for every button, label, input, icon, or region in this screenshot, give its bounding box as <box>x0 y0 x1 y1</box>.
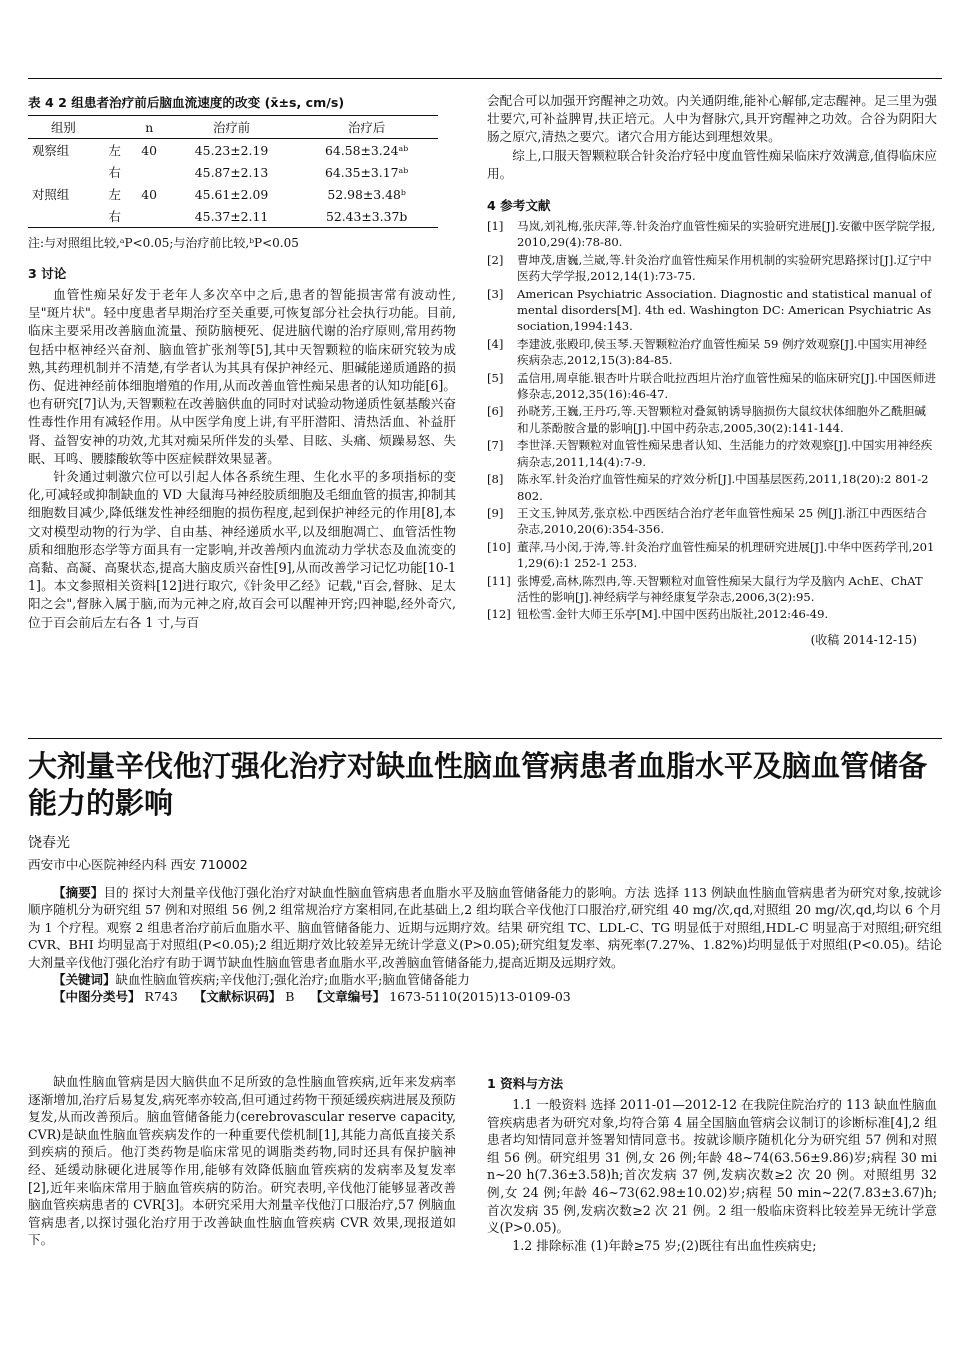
reference-item: [12] 钮松雪.金针大师王乐亭[M].中国中医药出版社,2012:46-49. <box>487 607 829 622</box>
reference-item: [1] 马岚,刘礼梅,张庆萍,等.针灸治疗血管性痴呆的实验研究进展[J].安徽中医学院学报,2010,29(4):78-80. <box>487 219 936 250</box>
classification-line <box>28 988 942 1005</box>
article-divider <box>28 738 942 739</box>
intro-paragraph: 缺血性脑血管病是因大脑供血不足所致的急性脑血管疾病,近年来发病率逐渐增加,治疗后易复发,病死率亦较高,但可通过药物干预延缓疾病进展及预防复发,从而改善预后。脑血管储备能力(cerebrovascular reserve capacity, CVR)是缺血性脑血管疾病发作的一种重要代偿机制[1],其能力高低直接关系到疾病的预后。他汀类药物是临床常见的调脂类药物,同时还具有保护脑神经、延缓动脉硬化进展等作用,能够有效降低脑血管疾病的发病率及复发率[2],近年来临床常用于脑血管疾病的防治。研究表明,辛伐他汀能够显著改善脑血管疾病患者的 CVR[3]。本研究采用大剂量辛伐他汀口服治疗,57 例脑血管病患者,以探讨强化治疗用于改善缺血性脑血管疾病 CVR 效果,现报道如下。 <box>28 1074 456 1248</box>
abstract-paragraph <box>28 884 942 971</box>
table-row <box>28 139 438 162</box>
table-cell <box>28 161 99 183</box>
table-cell: 左 <box>108 187 121 202</box>
abstract-text: 目的 探讨大剂量辛伐他汀强化治疗对缺血性脑血管病患者血脂水平及脑血管储备能力的影响。方法 选择 113 例缺血性脑血管病患者为研究对象,按就诊顺序随机分为研究组 57 例和对照组 56 例,2 组常规治疗方案相同,在此基础上,2 组均联合辛伐他汀口服治疗,研究组 40 mg/次,qd,对照组 20 mg/次,qd,均以 6 个月为 1 个疗程。观察 2 组患者治疗前后血脂水平、脑血管储备能力、近期与远期疗效。结果 研究组 TC、LDL-C、TG 明显低于对照组,HDL-C 明显高于对照组;研究组 CVR、BHI 均明显高于对照组(P<0.05);2 组近期疗效比较差异无统计学意义(P>0.05);研究组复发率、病死率(7.27%、1.82%)均明显低于对照组(P<0.05)。结论 大剂量辛伐他汀强化治疗有助于调节缺血性脑血管患者血脂水平,改善脑血管储备能力,提高近期及远期疗效。 <box>28 885 942 970</box>
clc-value: R743 <box>144 989 178 1005</box>
table-cell <box>131 161 168 183</box>
author-affiliation: 西安市中心医院神经内科 西安 710002 <box>28 857 248 872</box>
keywords-label: 【关键词】 <box>53 972 116 988</box>
table-header-cell <box>99 116 131 139</box>
table-row <box>28 183 438 205</box>
table-header-cell: 组别 <box>28 116 99 139</box>
table-cell: 左 <box>108 143 121 158</box>
table-cell <box>131 205 168 228</box>
general-data-paragraph: 1.1 一般资料 选择 2011-01—2012-12 在我院住院治疗的 113 缺血性脑血管疾病患者为研究对象,均符合第 4 届全国脑血管病会议制订的诊断标准[4],2 组患者均知情同意并签署知情同意书。按就诊顺序随机化分为研究组 57 例和对照组 56 例。研究组男 31 例,女 26 例;年龄 48~74(63.56±9.86)岁;病程 30 min~20 h(7.36±3.58)h;首次发病 37 例,发病次数≥2 次 20 例。对照组男 32 例,女 24 例;年龄 46~73(62.98±10.02)岁;病程 50 min~22(7.83±3.67)h;首次发病 35 例,发病次数≥2 次 21 例。2 组一般临床资料比较差异无统计学意义(P>0.05)。 <box>487 1097 937 1236</box>
table-cell: 52.98±3.48ᵇ <box>327 186 406 202</box>
table-header-cell: 治疗后 <box>295 116 438 139</box>
table-cell: 45.61±2.09 <box>194 186 269 202</box>
discussion-paragraph: 会配合可以加强开窍醒神之功效。内关通阴维,能补心解郁,定志醒神。足三里为强壮要穴,可补益脾胃,扶正培元。人中为督脉穴,具开窍醒神之功效。合谷为阴阳大肠之原穴,清热之要穴。诸穴合用方能达到理想效果。 <box>487 93 937 145</box>
abstract-block <box>28 884 942 1006</box>
table-cell: 观察组 <box>32 143 70 158</box>
reference-item: [11] 张博爱,高林,陈烈冉,等.天智颗粒对血管性痴呆大鼠行为学及脑内 AchE、ChAT 活性的影响[J].神经病学与神经康复学杂志,2006,3(2):95. <box>487 573 923 604</box>
table-cell: 45.23±2.19 <box>194 142 269 158</box>
article-id-label: 【文章编号】 <box>310 989 386 1005</box>
reference-item: [10] 董萍,马小闵,于涛,等.针灸治疗血管性痴呆的机理研究进展[J].中华中医药学刊,2011,29(6):1 252-1 253. <box>487 539 935 571</box>
results-table <box>28 115 438 228</box>
table-header-cell: n <box>131 116 168 139</box>
lower-right-column <box>487 1073 937 1254</box>
table-cell <box>28 205 99 228</box>
lower-left-column <box>28 1073 456 1249</box>
reference-item: [8] 陈永军.针灸治疗血管性痴呆的疗效分析[J].中国基层医药,2011,18(20):2 801-2 802. <box>487 472 929 503</box>
discussion-paragraph: 针灸通过刺激穴位可以引起人体各系统生理、生化水平的多项指标的变化,可减轻或抑制缺血的 VD 大鼠海马神经胶质细胞及毛细血管的损害,抑制其细胞数目减少,降低继发性神经细胞的损伤程度,起到保护神经元的作用[8],本文对模型动物的行为学、自由基、神经递质水平,以及细胞凋亡、血管活性物质和细胞形态学等方面具有一定影响,并改善颅内血流动力学状态及血流变的高黏、高凝、高聚状态,提高大脑皮质兴奋性[9],从而改善学习记忆功能[10-11]。本文参照相关资料[12]进行取穴,《针灸甲乙经》记载,"百会,督脉、足太阳之会",督脉入属于脑,而为元神之府,故百会可以醒神开窍;四神聪,经外奇穴,位于百会前后左右各 1 寸,与百 <box>28 469 456 630</box>
keywords-line <box>28 971 942 988</box>
table-cell: 52.43±3.37b <box>295 205 438 228</box>
table-note: 注:与对照组比较,ᵃP<0.05;与治疗前比较,ᵇP<0.05 <box>28 236 299 250</box>
table-cell: 40 <box>141 186 158 202</box>
table-cell: 40 <box>141 142 158 158</box>
abstract-label: 【摘要】 <box>53 885 104 900</box>
table-cell: 右 <box>99 205 131 228</box>
exclusion-paragraph: 1.2 排除标准 (1)年龄≥75 岁;(2)既往有出血性疾病史; <box>512 1237 817 1253</box>
table-cell: 对照组 <box>32 187 70 202</box>
conclusion-paragraph: 综上,口服天智颗粒联合针灸治疗轻中度血管性痴呆临床疗效满意,值得临床应用。 <box>487 147 937 181</box>
reference-item: [6] 孙晓芳,王巍,王丹巧,等.天智颗粒对叠氮钠诱导脑损伤大鼠纹状体细胞外乙酰胆碱和儿茶酚胺含量的影响[J].中国中药杂志,2005,30(2):141-144. <box>487 404 926 435</box>
table-caption: 表 4 2 组患者治疗前后脑血流速度的改变 (x̄±s, cm/s) <box>28 95 345 110</box>
upper-left-column <box>28 92 456 632</box>
header-rule <box>28 78 942 79</box>
table-cell: 45.87±2.13 <box>194 164 269 180</box>
reference-list <box>487 218 937 623</box>
article-title: 大剂量辛伐他汀强化治疗对缺血性脑血管病患者血脂水平及脑血管储备能力的影响 <box>28 749 928 820</box>
section-heading-discussion: 3 讨论 <box>28 266 67 281</box>
table-row <box>28 205 438 228</box>
upper-right-column <box>487 92 937 648</box>
table-row <box>28 161 438 183</box>
table-cell: 64.35±3.17ᵃᵇ <box>325 164 409 180</box>
doc-code-value: B <box>285 989 295 1005</box>
table-cell: 64.58±3.24ᵃᵇ <box>325 142 409 158</box>
reference-item: [4] 李建波,张殿印,侯玉琴.天智颗粒治疗血管性痴呆 59 例疗效观察[J].中国实用神经疾病杂志,2012,15(3):84-85. <box>487 336 927 368</box>
keywords-text: 缺血性脑血管疾病;辛伐他汀;强化治疗;血脂水平;脑血管储备能力 <box>115 972 470 988</box>
table-header-cell: 治疗前 <box>168 116 295 139</box>
reference-item: [7] 李世泽.天智颗粒对血管性痴呆患者认知、生活能力的疗效观察[J].中国实用神经疾病杂志,2011,14(4):7-9. <box>487 438 933 469</box>
table-header-row <box>28 116 438 139</box>
section-heading-references: 4 参考文献 <box>487 198 551 214</box>
reference-item: [2] 曹坤茂,唐巍,兰崴,等.针灸治疗血管性痴呆作用机制的实验研究思路探讨[J].辽宁中医药大学学报,2012,14(1):73-75. <box>487 252 932 284</box>
reference-item: [3] American Psychiatric Association. Diagnostic and statistical manual of mental disorders[M]. 4th ed. Washington DC: American Psychiatric Association,1994:143. <box>487 286 932 334</box>
doc-code-label: 【文献标识码】 <box>193 989 282 1005</box>
reference-item: [9] 王文玉,钟凤芳,张京松.中西医结合治疗老年血管性痴呆 25 例[J].浙江中西医结合杂志,2010,20(6):354-356. <box>487 505 927 537</box>
table-cell: 45.37±2.11 <box>168 205 295 228</box>
received-date: (收稿 2014-12-15) <box>810 632 917 647</box>
author-name: 饶春光 <box>28 835 70 851</box>
discussion-paragraph: 血管性痴呆好发于老年人多次卒中之后,患者的智能损害常有波动性,呈"斑片状"。轻中度患者早期治疗至关重要,可恢复部分社会执行功能。目前,临床主要采用改善脑血流量、预防脑梗死、促进脑代谢的治疗原则,常用药物包括中枢神经兴奋剂、脑血管扩张剂等[5],其中天智颗粒的临床研究较为成熟,其药理机制并不清楚,有学者认为其具有保护神经元、胆碱能递质通路的损伤、促进神经前体细胞增殖的作用,从而改善血管性痴呆患者的认知功能[6]。也有研究[7]认为,天智颗粒在改善脑供血的同时对试验动物递质性氨基酸兴奋性毒性作用有减轻作用。从中医学角度上讲,有平肝潜阳、清热活血、补益肝肾、益智安神的功效,尤其对痴呆所伴发的头晕、目眩、头痛、烦躁易怒、失眠、耳鸣、腰膝酸软等中医症候群效果显著。 <box>28 287 456 466</box>
section-heading-methods: 1 资料与方法 <box>487 1076 564 1091</box>
reference-item: [5] 孟信用,周卓能.银杏叶片联合吡拉西坦片治疗血管性痴呆的临床研究[J].中国医师进修杂志,2012,35(16):46-47. <box>487 370 936 402</box>
article-id-value: 1673-5110(2015)13-0109-03 <box>389 989 571 1005</box>
table-cell: 右 <box>108 165 121 180</box>
clc-label: 【中图分类号】 <box>53 989 141 1005</box>
